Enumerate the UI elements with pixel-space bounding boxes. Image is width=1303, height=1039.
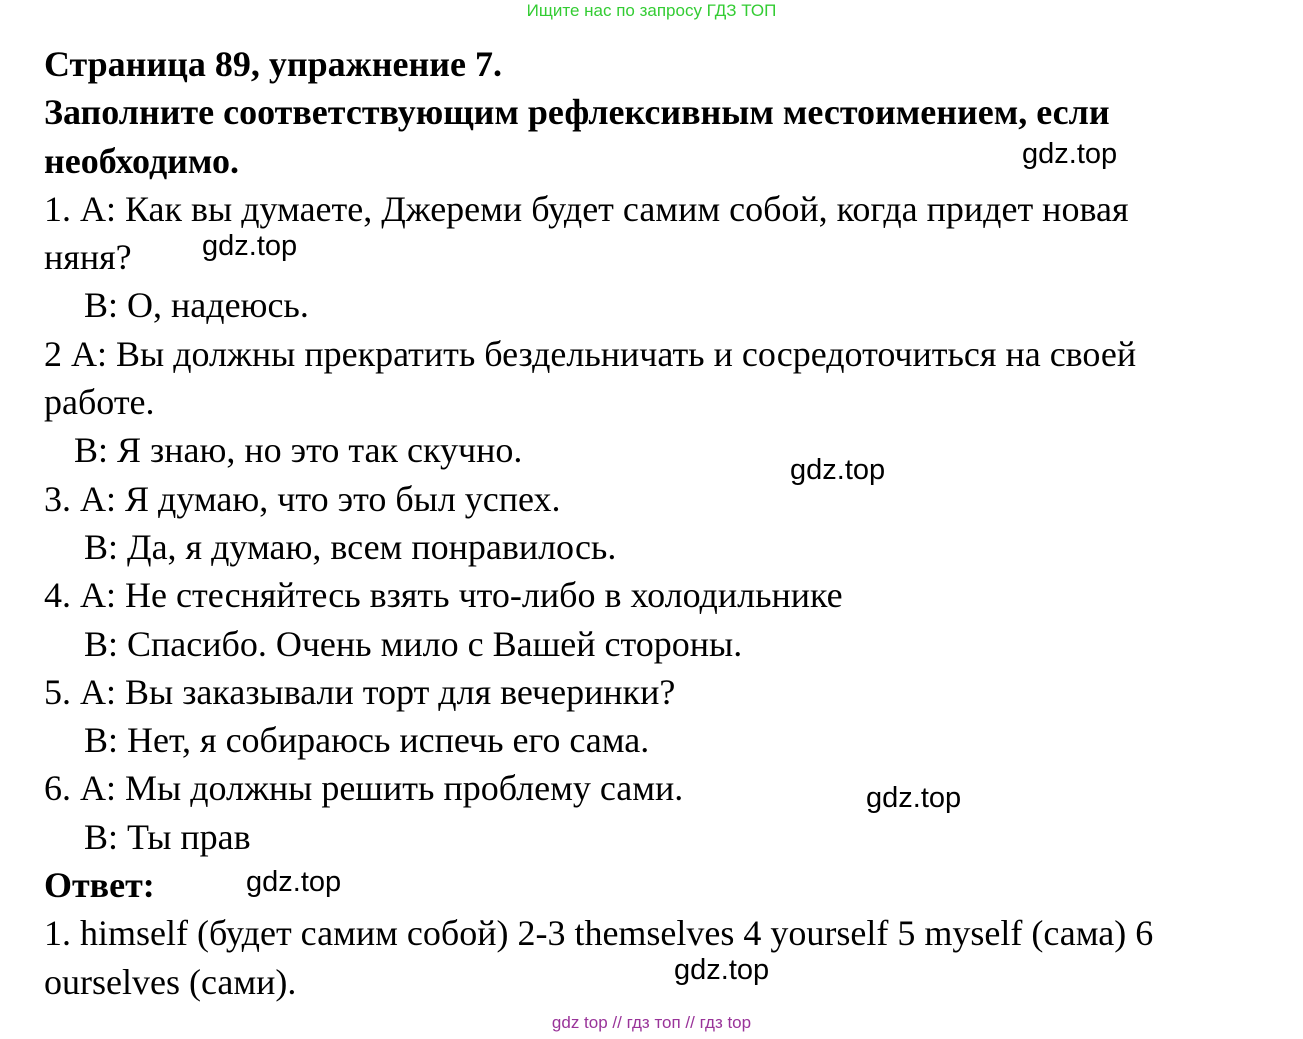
item-2-question: 2 А: Вы должны прекратить бездельничать и сосредоточиться на своей — [44, 333, 1137, 374]
page-title: Страница 89, упражнение 7. — [44, 44, 502, 84]
item-1-answer: В: О, надеюсь. — [84, 285, 309, 326]
item-5-answer: В: Нет, я собираюсь испечь его сама. — [84, 720, 650, 761]
watermark: gdz.top — [1022, 138, 1118, 170]
item-6-answer: В: Ты прав — [84, 816, 251, 857]
watermark: gdz.top — [866, 782, 962, 814]
watermark: gdz.top — [790, 454, 886, 486]
item-3-question: 3. А: Я думаю, что это был успех. — [44, 478, 561, 519]
answer-label: Ответ: — [44, 865, 155, 906]
item-4-question: 4. А: Не стесняйтесь взять что-либо в холодильнике — [44, 575, 843, 616]
item-1-question-continued: няня? — [44, 237, 132, 278]
item-6-question: 6. А: Мы должны решить проблему сами. — [44, 768, 684, 809]
item-2-question-continued: работе. — [44, 382, 155, 423]
item-5-question: 5. А: Вы заказывали торт для вечеринки? — [44, 671, 676, 712]
document-body — [44, 40, 1274, 1006]
watermark: gdz.top — [674, 954, 770, 986]
watermark: gdz.top — [202, 230, 298, 262]
answer-line-1: 1. himself (будет самим собой) 2-3 themselves 4 yourself 5 myself (сама) 6 — [44, 913, 1154, 954]
item-4-answer: В: Спасибо. Очень мило с Вашей стороны. — [84, 623, 743, 664]
item-3-answer: В: Да, я думаю, всем понравилось. — [84, 526, 617, 567]
answer-line-2: ourselves (сами). — [44, 961, 297, 1002]
top-banner: Ищите нас по запросу ГДЗ ТОП — [526, 1, 777, 20]
item-2-answer: В: Я знаю, но это так скучно. — [74, 430, 523, 471]
watermark: gdz.top — [246, 866, 342, 898]
task-instruction-line-2: необходимо. — [44, 140, 239, 181]
task-instruction-line-1: Заполните соответствующим рефлексивным местоимением, если — [44, 92, 1110, 133]
bottom-banner: gdz top // гдз топ // гдз top — [551, 1013, 752, 1032]
item-1-question: 1. А: Как вы думаете, Джереми будет самим собой, когда придет новая — [44, 188, 1129, 229]
